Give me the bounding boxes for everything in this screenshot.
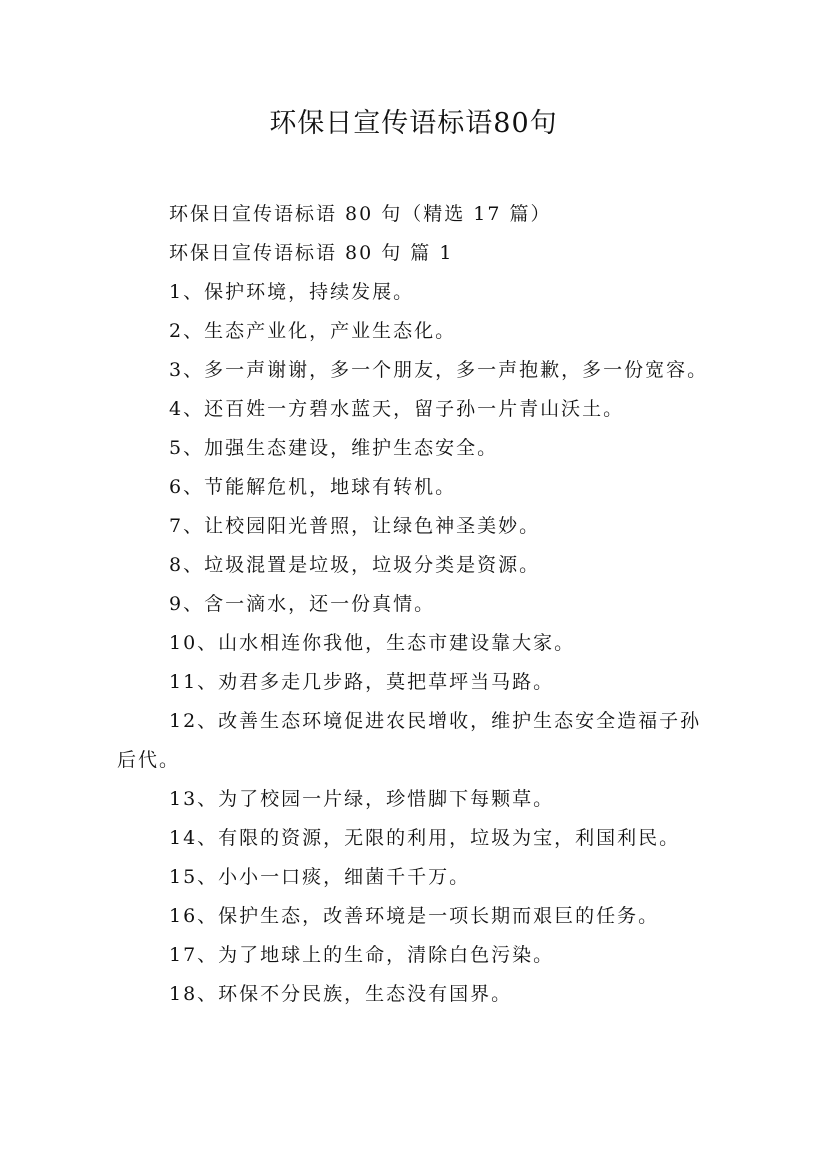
paragraph: 16、保护生态，改善环境是一项长期而艰巨的任务。 [169,905,660,927]
paragraph: 4、还百姓一方碧水蓝天，留子孙一片青山沃土。 [169,398,625,420]
paragraph: 17、为了地球上的生命，清除白色污染。 [169,944,555,966]
paragraph: 9、含一滴水，还一份真情。 [169,593,436,615]
paragraph: 7、让校园阳光普照，让绿色神圣美妙。 [169,515,541,537]
paragraph: 3、多一声谢谢，多一个朋友，多一声抱歉，多一份宽容。 [169,359,709,381]
paragraph: 18、环保不分民族，生态没有国界。 [169,983,513,1005]
paragraph: 8、垃圾混置是垃圾，垃圾分类是资源。 [169,554,541,576]
paragraph: 13、为了校园一片绿，珍惜脚下每颗草。 [169,788,555,810]
paragraph: 环保日宣传语标语 80 句 篇 1 [169,242,454,264]
paragraph: 11、劝君多走几步路，莫把草坪当马路。 [169,671,555,693]
paragraph: 5、加强生态建设，维护生态安全。 [169,437,499,459]
paragraph: 10、山水相连你我他，生态市建设靠大家。 [169,632,576,654]
paragraph: 环保日宣传语标语 80 句（精选 17 篇） [169,203,552,225]
paragraph: 15、小小一口痰，细菌千千万。 [169,866,471,888]
paragraph: 14、有限的资源，无限的利用，垃圾为宝，利国利民。 [169,827,681,849]
paragraph: 6、节能解危机，地球有转机。 [169,476,457,498]
document-title: 环保日宣传语标语80句 [269,108,558,139]
paragraph: 2、生态产业化，产业生态化。 [169,320,457,342]
document-body [117,195,717,1014]
paragraph: 1、保护环境，持续发展。 [169,281,415,303]
paragraph: 12、改善生态环境促进农民增收，维护生态安全造福子孙后代。 [117,710,702,771]
